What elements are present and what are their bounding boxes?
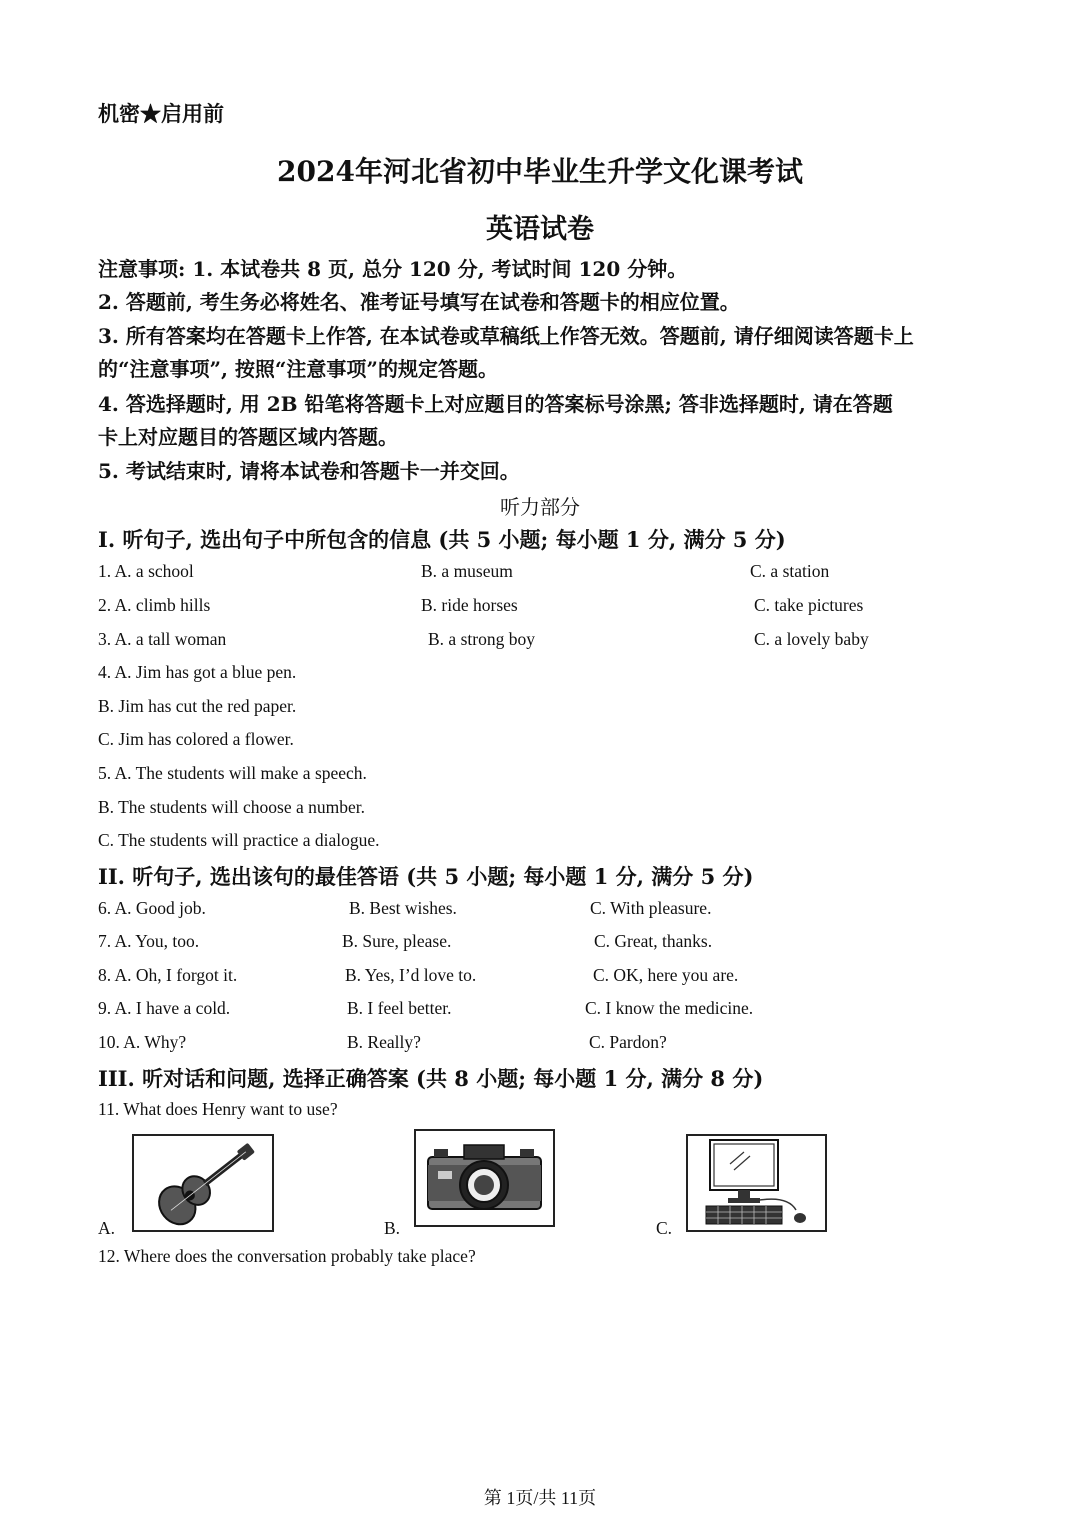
option-text: 3. A. a tall woman xyxy=(98,629,227,649)
section-1-title: I. 听句子, 选出句子中所包含的信息 (共 5 小题; 每小题 1 分, 满分 5 分) xyxy=(98,527,786,552)
note-line: 注意事项: 1. 本试卷共 8 页, 总分 120 分, 考试时间 120 分钟。 xyxy=(98,257,688,281)
guitar-icon xyxy=(134,1136,272,1230)
note-line: 5. 考试结束时, 请将本试卷和答题卡一并交回。 xyxy=(98,459,520,483)
section-3-title: III. 听对话和问题, 选择正确答案 (共 8 小题; 每小题 1 分, 满分 8 分) xyxy=(98,1066,764,1091)
option-text: C. a station xyxy=(750,561,830,581)
option-text: C. Pardon? xyxy=(589,1032,667,1052)
section-2-title: II. 听句子, 选出该句的最佳答语 (共 5 小题; 每小题 1 分, 满分 5 分) xyxy=(98,864,754,889)
option-text: B. a museum xyxy=(421,561,513,581)
option-text: C. a lovely baby xyxy=(754,629,869,649)
option-text: 6. A. Good job. xyxy=(98,898,206,918)
computer-picture xyxy=(686,1134,827,1232)
note-line: 的“注意事项”, 按照“注意事项”的规定答题。 xyxy=(98,357,498,381)
option-text: C. I know the medicine. xyxy=(585,998,754,1018)
option-label-a: A. xyxy=(98,1218,116,1238)
camera-picture xyxy=(414,1129,555,1227)
exam-subtitle: 英语试卷 xyxy=(486,214,594,245)
listening-heading: 听力部分 xyxy=(500,495,580,519)
page-footer: 第 1页/共 11页 xyxy=(483,1488,597,1508)
option-text: 7. A. You, too. xyxy=(98,931,200,951)
note-line: 2. 答题前, 考生务必将姓名、准考证号填写在试卷和答题卡的相应位置。 xyxy=(98,290,740,314)
question-text: 12. Where does the conversation probably take place? xyxy=(98,1246,476,1266)
option-label-b: B. xyxy=(384,1218,401,1238)
option-text: B. a strong boy xyxy=(428,629,535,649)
option-text: B. Best wishes. xyxy=(349,898,457,918)
option-text: B. Sure, please. xyxy=(342,931,452,951)
option-line: B. The students will choose a number. xyxy=(98,797,366,817)
option-text: B. I feel better. xyxy=(347,998,452,1018)
option-text: 1. A. a school xyxy=(98,561,194,581)
note-line: 3. 所有答案均在答题卡上作答, 在本试卷或草稿纸上作答无效。答题前, 请仔细阅读答题卡上 xyxy=(98,324,914,348)
note-line: 4. 答选择题时, 用 2B 铅笔将答题卡上对应题目的答案标号涂黑; 答非选择题时, 请在答题 xyxy=(98,392,893,416)
computer-icon xyxy=(688,1136,825,1230)
option-line: B. Jim has cut the red paper. xyxy=(98,696,297,716)
confidential-label: 机密★启用前 xyxy=(98,101,224,126)
option-text: B. ride horses xyxy=(421,595,518,615)
option-label-c: C. xyxy=(656,1218,673,1238)
option-text: 8. A. Oh, I forgot it. xyxy=(98,965,238,985)
question-text: 11. What does Henry want to use? xyxy=(98,1099,338,1119)
option-text: 10. A. Why? xyxy=(98,1032,187,1052)
camera-icon xyxy=(416,1131,553,1225)
option-text: C. OK, here you are. xyxy=(593,965,739,985)
option-text: 9. A. I have a cold. xyxy=(98,998,231,1018)
option-text: B. Yes, I’d love to. xyxy=(345,965,477,985)
guitar-picture xyxy=(132,1134,274,1232)
option-text: C. Great, thanks. xyxy=(594,931,713,951)
option-text: C. With pleasure. xyxy=(590,898,712,918)
option-line: C. Jim has colored a flower. xyxy=(98,729,294,749)
exam-title: 2024年河北省初中毕业生升学文化课考试 xyxy=(277,155,803,188)
note-line: 卡上对应题目的答题区域内答题。 xyxy=(98,425,398,449)
option-text: B. Really? xyxy=(347,1032,421,1052)
option-line: C. The students will practice a dialogue. xyxy=(98,830,380,850)
option-text: 2. A. climb hills xyxy=(98,595,211,615)
option-line: 4. A. Jim has got a blue pen. xyxy=(98,662,297,682)
option-line: 5. A. The students will make a speech. xyxy=(98,763,367,783)
option-text: C. take pictures xyxy=(754,595,864,615)
